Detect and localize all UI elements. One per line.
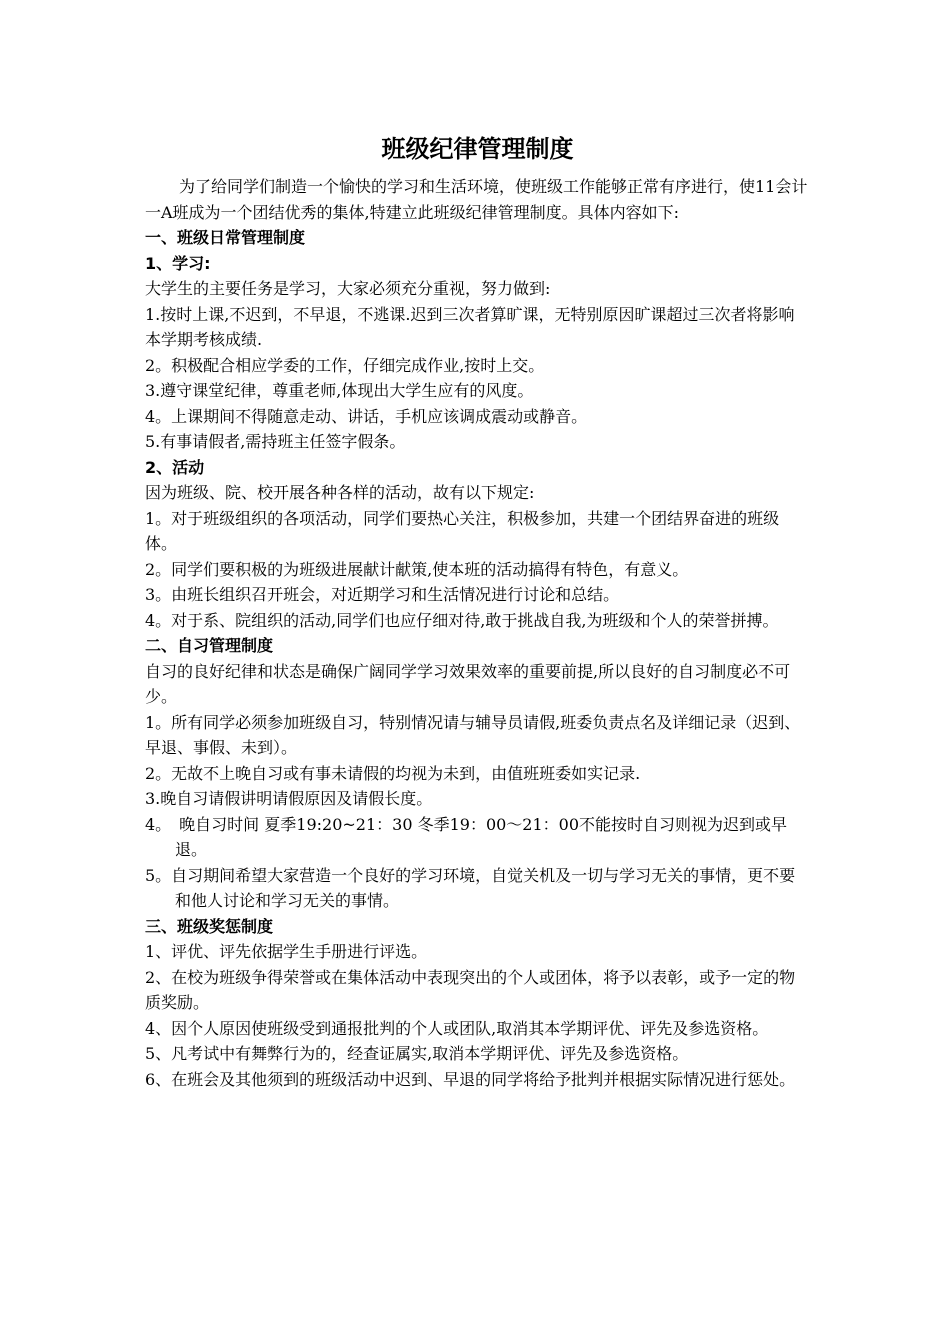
reward-item: 4、因个人原因使班级受到通报批判的个人或团队,取消其本学期评优、评先及参选资格。 (145, 1018, 769, 1038)
study-item: 4。上课期间不得随意走动、讲话，手机应该调成震动或静音。 (145, 406, 588, 426)
section1-heading: 一、班级日常管理制度 (145, 228, 306, 247)
activity-item: 3。由班长组织召开班会，对近期学习和生活情况进行讨论和总结。 (145, 585, 620, 604)
activity-item: 2。同学们要积极的为班级进展献计献策,使本班的活动搞得有特色，有意义。 (145, 559, 689, 579)
study-item: 3.遵守课堂纪律，尊重老师,体现出大学生应有的风度。 (145, 381, 534, 400)
reward-item: 6、在班会及其他须到的班级活动中迟到、早退的同学将给予批判并根据实际情况进行惩处。 (145, 1069, 796, 1089)
reward-item: 1、评优、评先依据学生手册进行评选。 (145, 942, 428, 961)
intro-paragraph: 为了给同学们制造一个愉快的学习和生活环境，使班级工作能够正常有序进行，使11会计一A班成为一个团结优秀的集体,特建立此班级纪律管理制度。具体内容如下: (145, 177, 808, 222)
study-item: 5.有事请假者,需持班主任签字假条。 (145, 432, 406, 451)
study-item: 1.按时上课,不迟到，不早退，不逃课.迟到三次者算旷课，无特别原因旷课超过三次者将影响本学期考核成绩. (145, 304, 795, 349)
self-study-item: 3.晚自习请假讲明请假原因及请假长度。 (145, 789, 433, 808)
study-item: 2。积极配合相应学委的工作，仔细完成作业,按时上交。 (145, 355, 545, 375)
document-body (145, 132, 810, 1092)
study-heading: 1、学习: (145, 253, 211, 273)
reward-item: 5、凡考试中有舞弊行为的，经查证属实,取消本学期评优、评先及参选资格。 (145, 1044, 689, 1063)
document-title: 班级纪律管理制度 (381, 135, 574, 163)
self-study-item: 1。所有同学必须参加班级自习，特别情况请与辅导员请假,班委负责点名及详细记录（迟到、早退、事假、未到）。 (145, 712, 801, 757)
activity-item: 1。对于班级组织的各项活动，同学们要热心关注，积极参加，共建一个团结界奋进的班级体。 (145, 508, 780, 553)
self-study-item: 4。 晚自习时间 夏季19:20~21：30 冬季19：00～21：00不能按时自习则视为迟到或早退。 (145, 814, 788, 859)
activity-lead: 因为班级、院、校开展各种各样的活动，故有以下规定: (145, 483, 535, 502)
section2-heading: 二、自习管理制度 (145, 636, 274, 655)
self-study-item: 2。无故不上晚自习或有事未请假的均视为未到，由值班班委如实记录. (145, 763, 641, 783)
activity-item: 4。对于系、院组织的活动,同学们也应仔细对待,敢于挑战自我,为班级和个人的荣誉拼搏。 (145, 610, 779, 630)
reward-item: 2、在校为班级争得荣誉或在集体活动中表现突出的个人或团体，将予以表彰，或予一定的物质奖励。 (145, 967, 796, 1012)
self-study-item: 5。自习期间希望大家营造一个良好的学习环境，自觉关机及一切与学习无关的事情，更不要和他人讨论和学习无关的事情。 (145, 865, 796, 910)
section3-heading: 三、班级奖惩制度 (145, 916, 274, 936)
activity-heading: 2、活动 (145, 457, 205, 477)
self-study-lead: 自习的良好纪律和状态是确保广阔同学学习效果效率的重要前提,所以良好的自习制度必不可少。 (145, 661, 791, 706)
study-lead: 大学生的主要任务是学习，大家必须充分重视，努力做到: (145, 279, 551, 298)
